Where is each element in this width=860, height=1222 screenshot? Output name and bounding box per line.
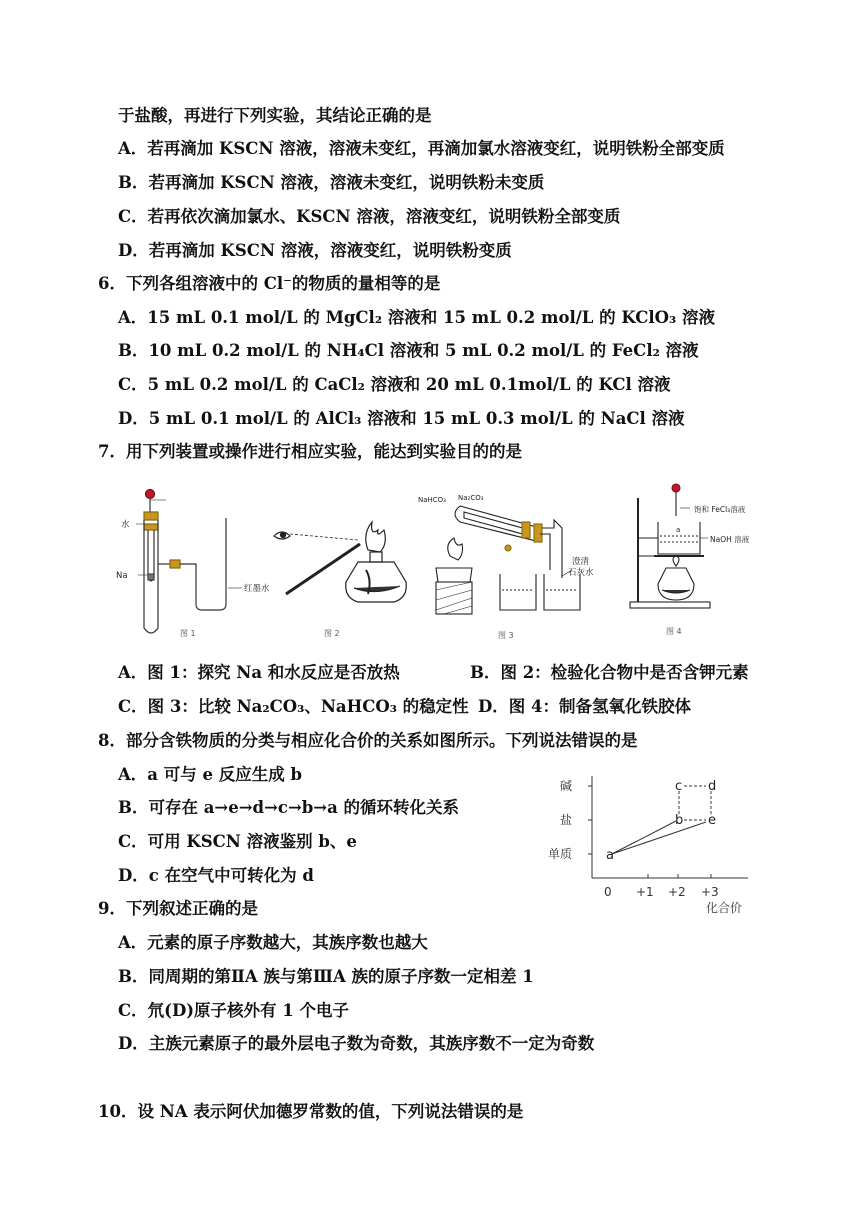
- q7-option-b: B．图 2：检验化合物中是否含钾元素: [470, 663, 749, 682]
- point-a: a: [606, 848, 614, 863]
- fig3-label-nahco3: NaHCO₃: [418, 496, 446, 504]
- fig4-caption: 图 4: [666, 627, 682, 636]
- point-e: e: [708, 813, 716, 828]
- figure-3-apparatus: [436, 506, 580, 614]
- q9-option-b: B．同周期的第ⅡA 族与第ⅢA 族的原子序数一定相差 1: [118, 967, 534, 986]
- figure-4-apparatus: [630, 484, 710, 608]
- q8-option-d: D．c 在空气中可转化为 d: [118, 866, 314, 885]
- q7-figures: [110, 478, 790, 646]
- x-tick-3: +3: [701, 885, 719, 899]
- q7-option-c: C．图 3：比较 Na₂CO₃、NaHCO₃ 的稳定性: [118, 697, 469, 716]
- q8-option-b: B．可存在 a→e→d→c→b→a 的循环转化关系: [118, 798, 460, 817]
- q9-option-c: C．氘(D)原子核外有 1 个电子: [118, 1001, 350, 1020]
- x-tick-1: +1: [636, 885, 654, 899]
- q6-option-c: C．5 mL 0.2 mol/L 的 CaCl₂ 溶液和 20 mL 0.1mol/L 的 KCl 溶液: [118, 375, 671, 394]
- fig1-label-water: 水: [121, 520, 130, 530]
- y-label-element: 单质: [548, 847, 573, 861]
- fig3-caption: 图 3: [498, 631, 514, 640]
- figure-2-apparatus: [274, 522, 406, 602]
- q7-option-a: A．图 1：探究 Na 和水反应是否放热: [118, 663, 400, 682]
- fig1-label-red-ink: 红墨水: [244, 584, 270, 594]
- q7-stem: 7．用下列装置或操作进行相应实验，能达到实验目的的是: [98, 442, 522, 461]
- point-d: d: [708, 779, 717, 794]
- q6-option-b: B．10 mL 0.2 mol/L 的 NH₄Cl 溶液和 5 mL 0.2 mol/L 的 FeCl₂ 溶液: [118, 341, 699, 360]
- line-a-e: [612, 822, 706, 854]
- q6-stem: 6．下列各组溶液中的 Cl⁻的物质的量相等的是: [98, 274, 441, 293]
- q8-option-c: C．可用 KSCN 溶液鉴别 b、e: [118, 832, 357, 851]
- x-axis-label: 化合价: [706, 901, 743, 915]
- fig4-label-fecl3: 饱和 FeCl₃溶液: [694, 505, 746, 514]
- q6-option-a: A．15 mL 0.1 mol/L 的 MgCl₂ 溶液和 15 mL 0.2 mol/L 的 KClO₃ 溶液: [118, 308, 715, 327]
- fig3-label-na2co3: Na₂CO₃: [458, 494, 484, 502]
- q8-valence-diagram: [548, 768, 788, 918]
- q5-option-b: B．若再滴加 KSCN 溶液，溶液未变红，说明铁粉未变质: [118, 173, 545, 192]
- q9-option-d: D．主族元素原子的最外层电子数为奇数，其族序数不一定为奇数: [118, 1034, 595, 1053]
- q8-option-a: A．a 可与 e 反应生成 b: [118, 765, 303, 784]
- fig4-label-naoh: NaOH 溶液: [710, 535, 750, 544]
- x-tick-2: +2: [668, 885, 686, 899]
- q5-option-a: A．若再滴加 KSCN 溶液，溶液未变红，再滴加氯水溶液变红，说明铁粉全部变质: [118, 139, 725, 158]
- point-b: b: [675, 813, 684, 828]
- q5-option-c: C．若再依次滴加氯水、KSCN 溶液，溶液变红，说明铁粉全部变质: [118, 207, 621, 226]
- fig1-label-na: Na: [116, 571, 128, 581]
- figure-1-apparatus: [136, 490, 242, 634]
- x-tick-0: 0: [604, 885, 612, 899]
- q5-option-d: D．若再滴加 KSCN 溶液，溶液变红，说明铁粉变质: [118, 241, 512, 260]
- fig2-caption: 图 2: [324, 629, 340, 638]
- q6-option-d: D．5 mL 0.1 mol/L 的 AlCl₃ 溶液和 15 mL 0.3 mol/L 的 NaCl 溶液: [118, 409, 685, 428]
- q8-stem: 8．部分含铁物质的分类与相应化合价的关系如图所示。下列说法错误的是: [98, 731, 638, 750]
- fig4-label-a: a: [676, 526, 681, 534]
- q5-stem-tail: 于盐酸，再进行下列实验，其结论正确的是: [118, 106, 432, 125]
- q9-stem: 9．下列叙述正确的是: [98, 899, 258, 918]
- fig1-caption: 图 1: [180, 629, 196, 638]
- q10-stem: 10．设 NA 表示阿伏加德罗常数的值，下列说法错误的是: [98, 1102, 524, 1121]
- q9-option-a: A．元素的原子序数越大，其族序数也越大: [118, 933, 428, 952]
- fig3-label-limewater-2: 石灰水: [568, 568, 594, 578]
- y-label-base: 碱: [560, 779, 573, 793]
- fig3-label-limewater-1: 澄清: [572, 557, 590, 567]
- y-label-salt: 盐: [560, 813, 573, 827]
- point-c: c: [675, 779, 683, 794]
- q7-option-d: D．图 4：制备氢氧化铁胶体: [478, 697, 692, 716]
- line-a-b: [612, 821, 676, 854]
